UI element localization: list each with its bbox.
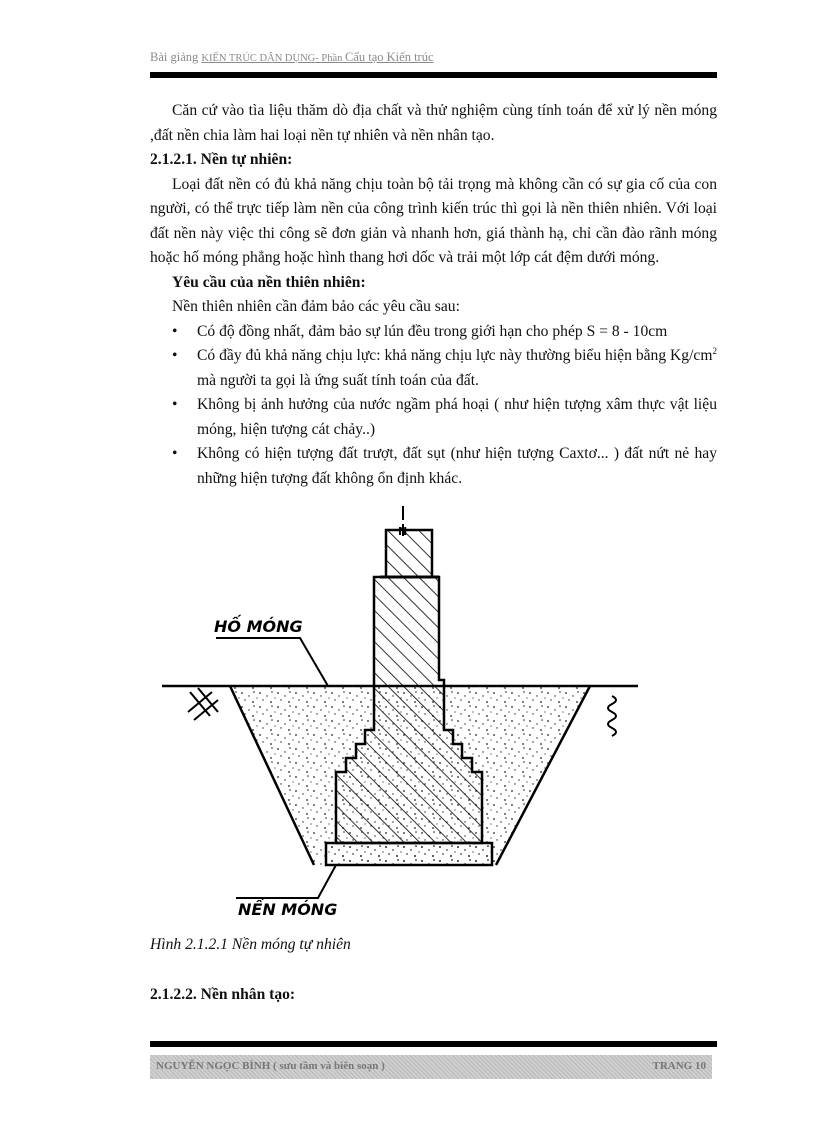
list-item: • Có đầy đủ khả năng chịu lực: khả năng chịu lực này thường biểu hiện bằng $Kg/cm^2$ mà người ta gọi là ứng suất tính toán của đất. (197, 344, 717, 393)
column-stub (386, 530, 432, 577)
pit-leader-line (216, 638, 328, 686)
pit-label: HỐ MÓNG (214, 617, 303, 636)
page-footer (150, 1055, 712, 1079)
header-rule (150, 72, 717, 78)
list-item: • Không bị ảnh hưởng của nước ngầm phá hoại ( như hiện tượng xâm thực vật liệu móng, hiện tượng cát chảy..) (197, 393, 717, 442)
footer-rule (150, 1041, 717, 1047)
header-course: KIẾN TRÚC DÂN DỤNG (201, 53, 316, 64)
section-heading-artificial: 2.1.2.2. Nền nhân tạo: (150, 986, 296, 1003)
soil-symbol-icon (608, 696, 616, 736)
header-prefix: Bài giảng (150, 50, 202, 64)
axis-label: N (398, 525, 408, 538)
base-leader-line (236, 865, 336, 898)
requirements-title: Yêu cầu của nền thiên nhiên: (172, 273, 366, 291)
main-content (150, 99, 717, 491)
list-item: • Không có hiện tượng đất trượt, đất sụt (như hiện tượng Caxtơ... ) đất nứt nẻ hay những hiện tượng đất không ổn định khác. (197, 442, 717, 491)
header-part: - Phần (315, 53, 345, 64)
figure-caption: Hình 2.1.2.1 Nền móng tự nhiên (150, 936, 351, 953)
page-header (150, 50, 434, 65)
requirements-list (150, 320, 717, 492)
foundation-diagram (150, 480, 662, 930)
section-heading-natural: 2.1.2.1. Nền tự nhiên: (150, 151, 293, 168)
intro-paragraph: Căn cứ vào tìa liệu thăm dò địa chất và thử nghiệm cùng tính toán để xử lý nền móng ,đất nền chia làm hai loại nền tự nhiên và nền nhân tạo. (150, 102, 717, 144)
requirements-intro: Nền thiên nhiên cần đảm bảo các yêu cầu sau: (172, 298, 460, 315)
header-topic: Cấu tạo Kiến trúc (345, 50, 434, 64)
earth-symbol-icon (188, 688, 218, 720)
base-label: NỀN MÓNG (238, 900, 338, 919)
list-item: • Có độ đồng nhất, đảm bảo sự lún đều trong giới hạn cho phép S = 8 - 10cm (197, 320, 717, 345)
page-number: TRANG 10 (652, 1060, 706, 1072)
foundation-base (326, 843, 492, 865)
footer-author: NGUYỄN NGỌC BÌNH ( sưu tầm và biên soạn ) (156, 1060, 385, 1072)
natural-foundation-paragraph: Loại đất nền có đủ khả năng chịu toàn bộ tải trọng mà không cần có sự gia cố của con người, có thể trực tiếp làm nền của công trình kiến trúc thì gọi là nền thiên nhiên. Với loại đất nền này việc thi công sẽ đơn giản và nhanh hơn, giá thành hạ, chỉ cần đào rãnh móng hoặc hố móng phẳng hoặc hình thang hơi dốc và trải một lớp cát đệm dưới móng. (150, 175, 717, 266)
